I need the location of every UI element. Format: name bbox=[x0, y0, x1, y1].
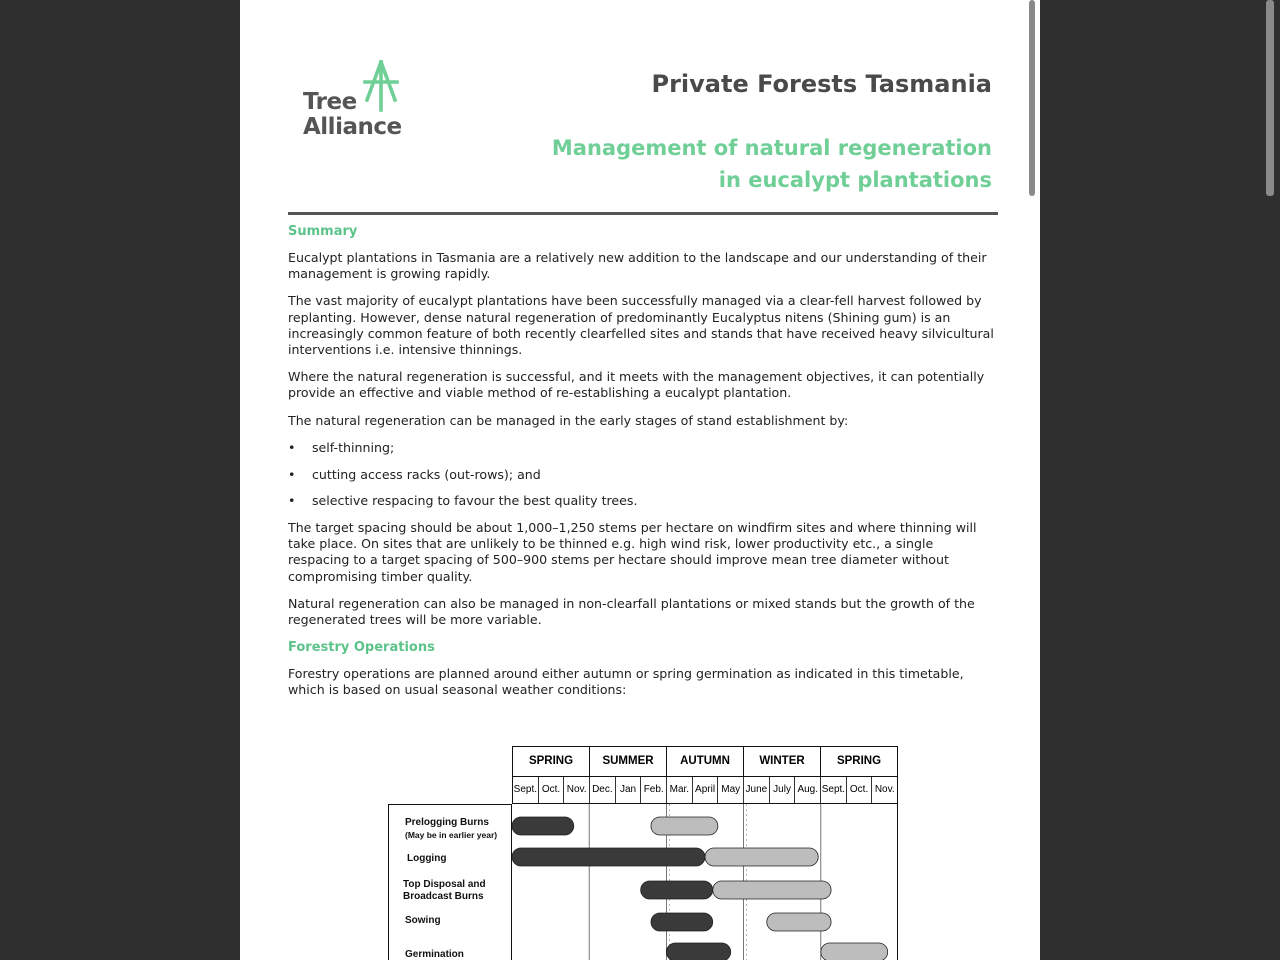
bullet-text: cutting access racks (out-rows); and bbox=[312, 466, 541, 482]
bullet-dot-icon: • bbox=[288, 493, 296, 509]
month-label: Feb. bbox=[641, 777, 667, 803]
season-label: AUTUMN bbox=[667, 747, 744, 776]
organisation-name: Private Forests Tasmania bbox=[651, 70, 992, 98]
summary-paragraph: Where the natural regeneration is successful, and it meets with the management objectives, it can potentially provide an effective and viable method of re-establishing a eucalypt plantation. bbox=[288, 369, 985, 401]
month-label: Oct. bbox=[539, 777, 565, 803]
logo-text-alliance: Alliance bbox=[303, 114, 402, 140]
timetable-bar-light bbox=[651, 817, 718, 835]
viewer-scrollbar-thumb[interactable] bbox=[1266, 0, 1274, 196]
month-label: July bbox=[770, 777, 796, 803]
header-divider bbox=[288, 212, 998, 215]
tree-alliance-logo bbox=[303, 60, 413, 140]
month-label: Jan bbox=[616, 777, 642, 803]
row-label-text: Top Disposal and bbox=[403, 879, 486, 890]
timetable-bar-dark bbox=[651, 913, 713, 931]
timetable-bar-light bbox=[713, 881, 831, 899]
row-label-sowing: Sowing bbox=[405, 915, 441, 926]
month-label: Oct. bbox=[847, 777, 873, 803]
tree-alliance-logo-mark-icon bbox=[361, 60, 401, 112]
bullet-item bbox=[288, 440, 998, 456]
forestry-operations-paragraph: Forestry operations are planned around either autumn or spring germination as indicated in this timetable, which is based on usual seasonal weather conditions: bbox=[288, 666, 964, 698]
timetable-bar-light bbox=[705, 848, 818, 866]
timetable-bar-dark bbox=[666, 943, 730, 960]
timetable-bar-dark bbox=[512, 848, 705, 866]
month-label: Mar. bbox=[667, 777, 693, 803]
timetable-bar-dark bbox=[512, 817, 574, 835]
document-body bbox=[288, 223, 998, 710]
document-title-line2: in eucalypt plantations bbox=[718, 168, 992, 192]
season-label: WINTER bbox=[744, 747, 821, 776]
scrollbar-thumb[interactable] bbox=[1029, 0, 1035, 196]
summary-paragraph: Natural regeneration can also be managed in non-clearfall plantations or mixed stands but the growth of the regenerated trees will be more variable. bbox=[288, 595, 975, 627]
bullet-text: selective respacing to favour the best quality trees. bbox=[312, 493, 638, 509]
season-label: SPRING bbox=[513, 747, 590, 776]
bullet-item bbox=[288, 493, 998, 509]
forestry-operations-heading: Forestry Operations bbox=[288, 640, 435, 656]
row-label-text: Prelogging Burns bbox=[405, 817, 489, 828]
month-label: Dec. bbox=[590, 777, 616, 803]
month-label: Sept. bbox=[821, 777, 847, 803]
bullet-dot-icon: • bbox=[288, 439, 296, 455]
row-sublabel-text: (May be in earlier year) bbox=[405, 830, 498, 840]
month-label: April bbox=[693, 777, 719, 803]
document-page bbox=[240, 0, 1040, 960]
month-label: May bbox=[718, 777, 744, 803]
summary-paragraph: Eucalypt plantations in Tasmania are a relatively new addition to the landscape and our understanding of their management is growing rapidly. bbox=[288, 250, 987, 282]
row-label-logging: Logging bbox=[407, 853, 447, 864]
row-label-germination: Germination bbox=[405, 949, 464, 960]
bullet-text: self-thinning; bbox=[312, 439, 395, 455]
month-label: Sept. bbox=[513, 777, 539, 803]
timetable-bars bbox=[388, 746, 898, 960]
month-label: June bbox=[744, 777, 770, 803]
document-title-line1: Management of natural regeneration bbox=[551, 136, 992, 160]
month-label: Nov. bbox=[564, 777, 590, 803]
logo-text-tree: Tree bbox=[303, 89, 357, 115]
summary-paragraph: The vast majority of eucalypt plantations have been successfully managed via a clear-fell harvest followed by replanting. However, dense natural regeneration of predominantly Eucalyptus nitens (Shining gum) is an increasingly common feature of both recently clearfelled sites and stands that have received heavy silvicultural interventions i.e. intensive thinnings. bbox=[288, 293, 994, 358]
season-label: SPRING bbox=[836, 755, 882, 767]
summary-heading: Summary bbox=[288, 224, 358, 239]
month-label: Aug. bbox=[795, 777, 821, 803]
timetable-bar-dark bbox=[641, 881, 713, 899]
bullet-item bbox=[288, 467, 998, 483]
summary-paragraph: The natural regeneration can be managed in the early stages of stand establishment by: bbox=[288, 412, 849, 428]
vertical-scrollbar[interactable] bbox=[1028, 0, 1036, 960]
season-label: SUMMER bbox=[590, 747, 667, 776]
bullet-dot-icon: • bbox=[288, 466, 296, 482]
operations-timetable bbox=[388, 746, 898, 960]
document-title bbox=[552, 132, 992, 196]
summary-paragraph: The target spacing should be about 1,000–1,250 stems per hectare on windfirm sites and where thinning will take place. On sites that are unlikely to be thinned e.g. high wind risk, lower productivity etc., a single respacing to a target spacing of 500–900 stems per hectare should improve mean tree diameter without compromising timber quality. bbox=[288, 519, 977, 584]
timetable-bar-light bbox=[821, 943, 888, 960]
month-label: Nov. bbox=[874, 784, 895, 795]
row-sublabel-text: Broadcast Burns bbox=[403, 891, 484, 902]
timetable-bar-light bbox=[767, 913, 831, 931]
